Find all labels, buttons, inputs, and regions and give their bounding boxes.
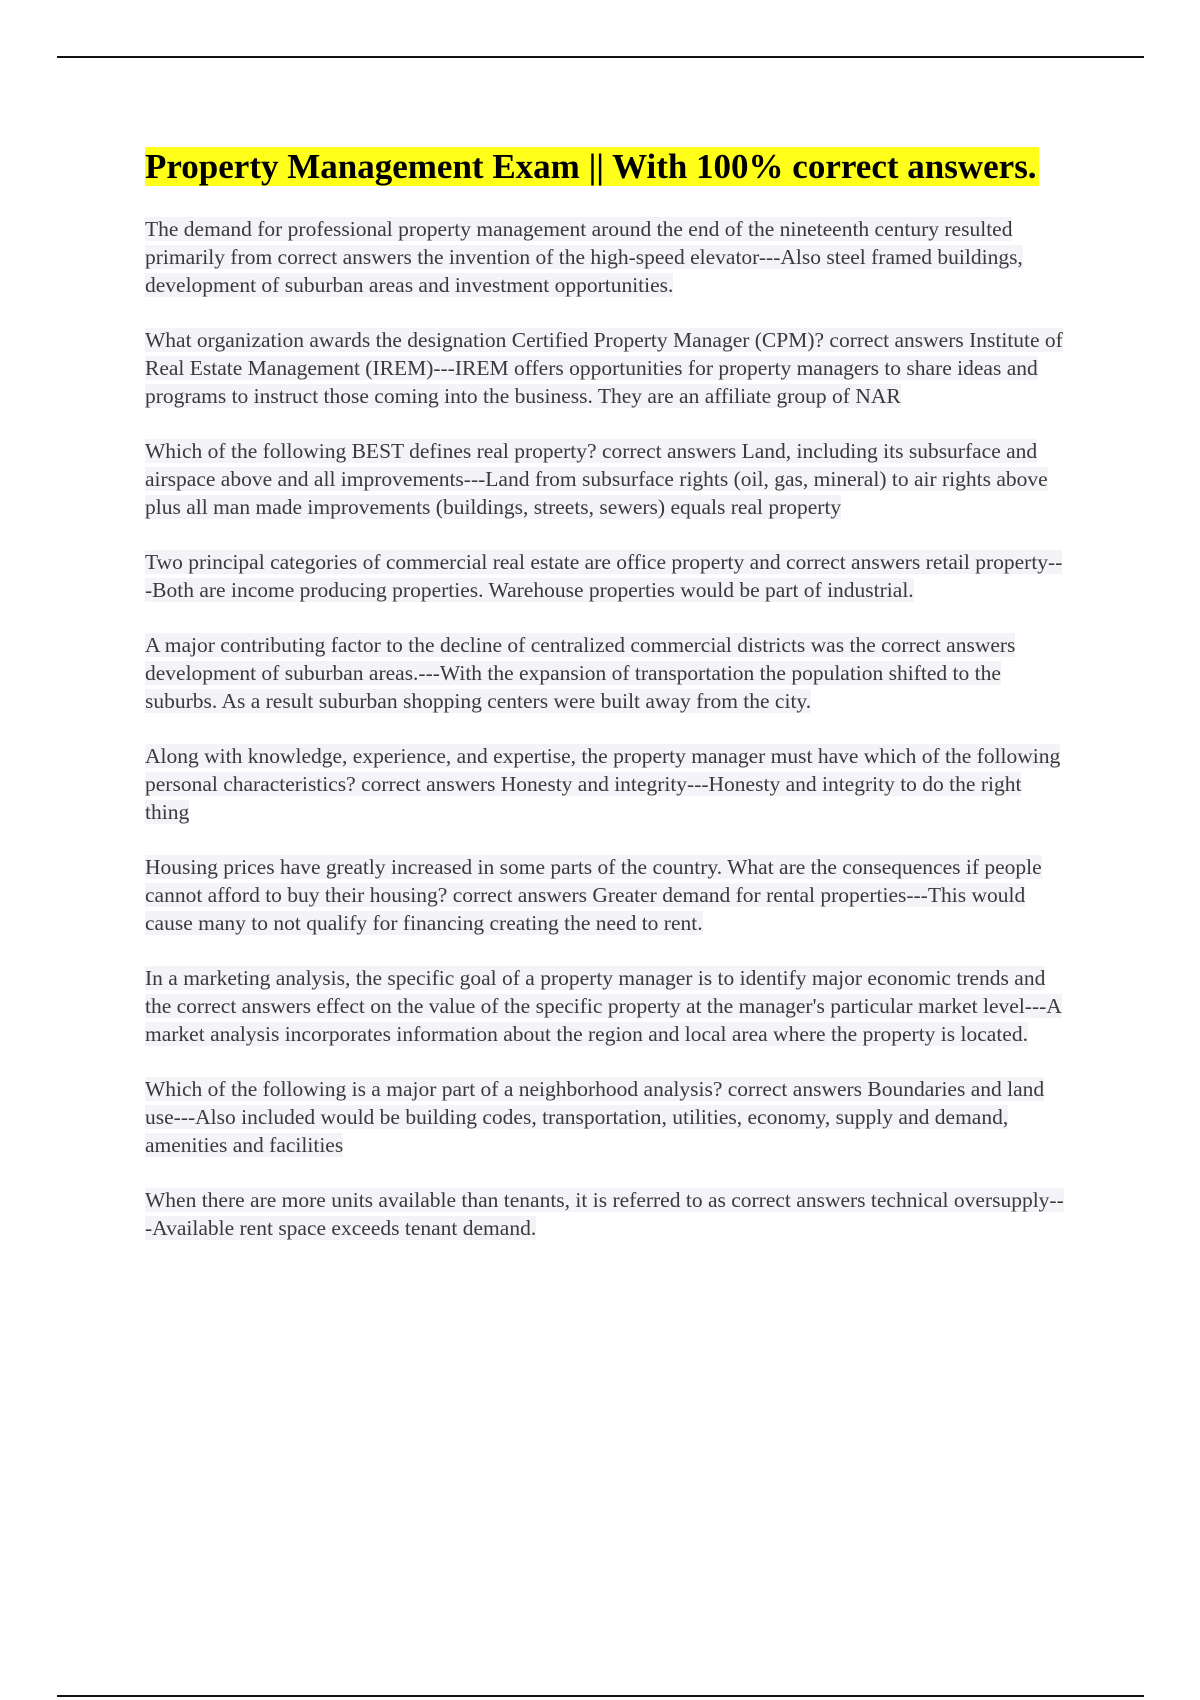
document-title	[145, 145, 1065, 189]
top-rule	[57, 56, 1144, 58]
qa-item-text: Two principal categories of commercial real estate are office property and correct answers retail property---Both are income producing properties. Warehouse properties would be part of industrial.	[145, 550, 1063, 602]
qa-item	[145, 215, 1065, 299]
qa-item-text: Along with knowledge, experience, and expertise, the property manager must have which of the following personal characteristics? correct answers Honesty and integrity---Honesty and integrity to do the right thing	[145, 744, 1061, 824]
document-title-text: Property Management Exam || With 100% correct answers.	[145, 147, 1037, 186]
qa-item	[145, 742, 1065, 826]
qa-item	[145, 964, 1065, 1048]
qa-item-text: In a marketing analysis, the specific goal of a property manager is to identify major economic trends and the correct answers effect on the value of the specific property at the manager's particular market level---A market analysis incorporates information about the region and local area where the property is located.	[145, 966, 1062, 1046]
qa-item	[145, 853, 1065, 937]
qa-item	[145, 326, 1065, 410]
qa-item	[145, 437, 1065, 521]
qa-item-text: Which of the following is a major part of a neighborhood analysis? correct answers Boundaries and land use---Also included would be building codes, transportation, utilities, economy, supply and demand, amenities and facilities	[145, 1077, 1045, 1157]
qa-item-text: The demand for professional property management around the end of the nineteenth century resulted primarily from correct answers the invention of the high-speed elevator---Also steel framed buildings, development of suburban areas and investment opportunities.	[145, 217, 1023, 297]
bottom-rule	[57, 1695, 1144, 1697]
qa-item-text: Housing prices have greatly increased in some parts of the country. What are the consequences if people cannot afford to buy their housing? correct answers Greater demand for rental properties---This would cause many to not qualify for financing creating the need to rent.	[145, 855, 1042, 935]
qa-item	[145, 548, 1065, 604]
qa-item	[145, 1186, 1065, 1242]
qa-item	[145, 1075, 1065, 1159]
qa-item-text: When there are more units available than tenants, it is referred to as correct answers technical oversupply---Available rent space exceeds tenant demand.	[145, 1188, 1064, 1240]
qa-item-text: A major contributing factor to the decline of centralized commercial districts was the correct answers development of suburban areas.---With the expansion of transportation the population shifted to the suburbs. As a result suburban shopping centers were built away from the city.	[145, 633, 1016, 713]
document-body	[145, 145, 1065, 1269]
qa-item-text: What organization awards the designation Certified Property Manager (CPM)? correct answers Institute of Real Estate Management (IREM)---IREM offers opportunities for property managers to share ideas and programs to instruct those coming into the business. They are an affiliate group of NAR	[145, 328, 1063, 408]
qa-item-text: Which of the following BEST defines real property? correct answers Land, including its subsurface and airspace above and all improvements---Land from subsurface rights (oil, gas, mineral) to air rights above plus all man made improvements (buildings, streets, sewers) equals real property	[145, 439, 1048, 519]
qa-item	[145, 631, 1065, 715]
qa-list	[145, 215, 1065, 1242]
